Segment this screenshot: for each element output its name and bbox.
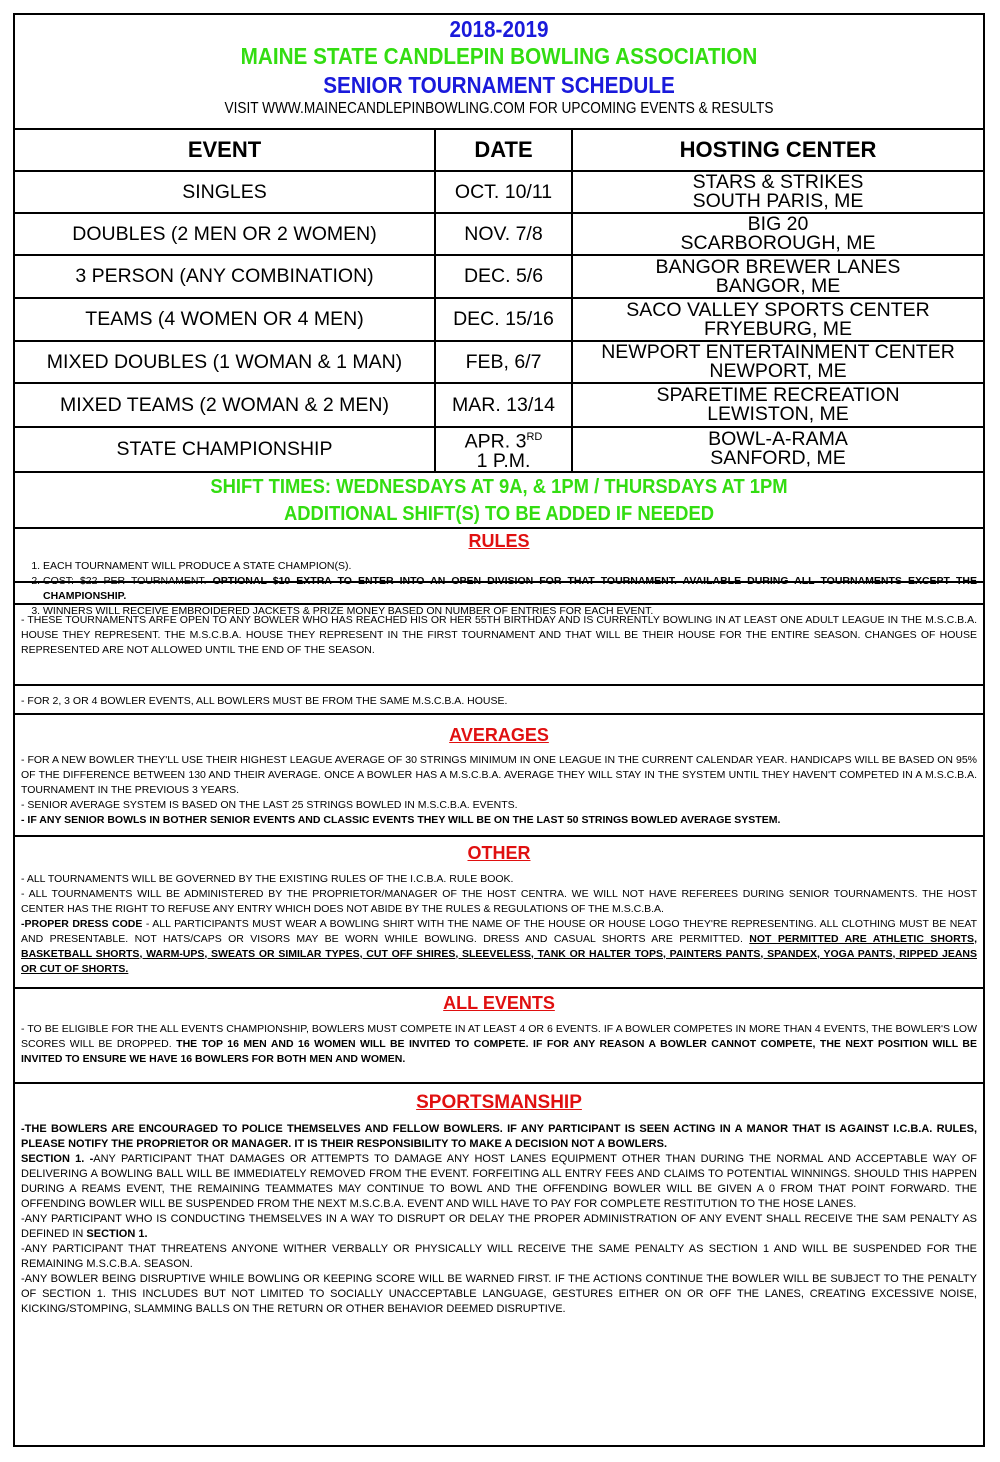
- center-city: SCARBOROUGH, ME: [680, 232, 876, 254]
- association-name: MAINE STATE CANDLEPIN BOWLING ASSOCIATION: [240, 43, 758, 69]
- table-header-row: [15, 130, 983, 171]
- section-1-label: SECTION 1. -: [21, 1152, 94, 1165]
- event-cell: 3 PERSON (ANY COMBINATION): [15, 255, 435, 298]
- document-title: SENIOR TOURNAMENT SCHEDULE: [323, 72, 675, 98]
- section-1-text: ANY PARTICIPANT THAT DAMAGES OR ATTEMPTS TO DAMAGE ANY HOST LANES EQUIPMENT OTHER THAN DURING THE NORMAL AND ACCEPTABLE WAY OF DELIVERING A BOWLING BALL WILL BE IMMEDIATELY REMOVED FROM THE EVENT. FORFEITING ALL ENTRY FEES AND CLAIMS TO POTENTIAL WINNINGS. SHOULD THIS HAPPEN DURING A REAMS EVENT, THE REMAINING TEAMMATES MAY CONTINUE TO BOWL AND THE OFFENDING BOWLER WILL BE GIVEN A 0 FROM THAT POINT FORWARD. THE OFFENDING BOWLER WILL BE SUSPENDED FROM THE NEXT M.S.C.B.A. EVENT AND WILL HAVE TO PAY FOR COMPLETE RESTITUTION TO THE HOSE LANES.: [21, 1152, 977, 1210]
- other-paragraph: - ALL TOURNAMENTS WILL BE ADMINISTERED BY THE PROPRIETOR/MANAGER OF THE HOST CENTRA. WE WILL NOT HAVE REFEREES DURING SENIOR TOURNAMENTS. THE HOST CENTER HAS THE RIGHT TO REFUSE ANY ENTRY WHICH DOES NOT ABIDE BY THE RULES & REGULATIONS OF THE M.S.C.B.A.: [21, 887, 977, 915]
- table-row: [15, 213, 983, 255]
- center-name: NEWPORT ENTERTAINMENT CENTER: [601, 341, 955, 363]
- sportsmanship-paragraph: -THE BOWLERS ARE ENCOURAGED TO POLICE THEMSELVES AND FELLOW BOWLERS. IF ANY PARTICIPANT IS SEEN ACTING IN A MANOR THAT IS AGAINST I.C.B.A. RULES, PLEASE NOTIFY THE PROPRIETOR OR MANAGER. IT IS THEIR RESPONSIBILITY TO MAKE A DECISION NOT A BOWLERS.: [21, 1122, 977, 1150]
- averages-heading: AVERAGES: [449, 724, 549, 745]
- date-text: APR. 3: [464, 430, 527, 453]
- center-name: STARS & STRIKES: [692, 171, 864, 193]
- disrupt-text: -ANY PARTICIPANT WHO IS CONDUCTING THEMSELVES IN A WAY TO DISRUPT OR DELAY THE PROPER ADMINISTRATION OF ANY EVENT SHALL RECEIVE THE SAM PENALTY AS DEFINED IN: [21, 1212, 977, 1240]
- center-cell: [572, 427, 983, 472]
- center-name: BIG 20: [747, 213, 809, 235]
- date-cell: FEB, 6/7: [435, 341, 572, 383]
- center-name: BOWL-A-RAMA: [708, 428, 848, 451]
- sportsmanship-paragraph: [21, 1152, 977, 1212]
- other-heading: OTHER: [467, 842, 531, 863]
- other-text: [15, 864, 983, 977]
- table-row: [15, 383, 983, 427]
- center-cell: [572, 341, 983, 383]
- rule-item: 3. WINNERS WILL RECEIVE EMBROIDERED JACKETS & PRIZE MONEY BASED ON NUMBER OF ENTRIES FOR EACH EVENT.: [43, 604, 977, 619]
- center-cell: [572, 255, 983, 298]
- center-cell: [572, 213, 983, 255]
- event-cell: TEAMS (4 WOMEN OR 4 MEN): [15, 298, 435, 341]
- all-events-eligibility: - TO BE ELIGIBLE FOR THE ALL EVENTS CHAMPIONSHIP, BOWLERS MUST COMPETE IN AT LEAST 4 OR 6 EVENTS. IF A BOWLER COMPETES IN MORE THAN 4 EVENTS, THE BOWLER'S LOW SCORES WILL BE DROPPED.: [21, 1022, 977, 1050]
- center-city: FRYEBURG, ME: [703, 317, 853, 340]
- column-header-date: DATE: [435, 130, 572, 171]
- rule-cost: COST: $22 PER TOURNAMENT.: [43, 574, 213, 587]
- date-cell: OCT. 10/11: [435, 171, 572, 213]
- dress-code-label: -PROPER DRESS CODE: [21, 917, 143, 930]
- same-house-section: [15, 686, 983, 715]
- center-city: SOUTH PARIS, ME: [692, 190, 864, 212]
- center-name: BANGOR BREWER LANES: [655, 255, 901, 278]
- all-events-invite: THE TOP 16 MEN AND 16 WOMEN WILL BE INVITED TO COMPETE. IF FOR ANY REASON A BOWLER CANNOT COMPETE, THE NEXT POSITION WILL BE INVITED TO ENSURE WE HAVE 16 BOWLERS FOR BOTH MEN AND WOMEN.: [21, 1037, 977, 1065]
- center-city: LEWISTON, ME: [707, 403, 849, 425]
- center-cell: [572, 298, 983, 341]
- all-events-section: [15, 989, 983, 1084]
- table-row: [15, 171, 983, 213]
- sportsmanship-paragraph: -ANY BOWLER BEING DISRUPTIVE WHILE BOWLING OR KEEPING SCORE WILL BE WARNED FIRST. IF THE ACTIONS CONTINUE THE BOWLER WILL BE SUBJECT TO THE PENALTY OF SECTION 1. THIS INCLUDES BUT NOT LIMITED TO SOCIALLY UNACCEPTABLE LANGUAGE, GESTURES EITHER ON OR OFF THE LANES, CREATING EXCESSIVE NOISE, KICKING/STOMPING, SLAMMING BALLS ON THE RETURN OR OTHER BEHAVIOR DEEMED DISRUPTIVE.: [21, 1272, 977, 1315]
- date-cell: MAR. 13/14: [435, 383, 572, 427]
- season-year: 2018-2019: [449, 16, 549, 42]
- other-section: [15, 837, 983, 989]
- rules-section: [15, 529, 983, 617]
- event-cell: SINGLES: [15, 171, 435, 213]
- averages-paragraph: - IF ANY SENIOR BOWLS IN BOTHER SENIOR EVENTS AND CLASSIC EVENTS THEY WILL BE ON THE LAST 50 STRINGS BOWLED AVERAGE SYSTEM.: [21, 813, 781, 826]
- event-cell: MIXED DOUBLES (1 WOMAN & 1 MAN): [15, 341, 435, 383]
- rule-item: 1. EACH TOURNAMENT WILL PRODUCE A STATE CHAMPION(S).: [43, 559, 977, 574]
- header: [15, 15, 983, 130]
- date-cell: [435, 427, 572, 472]
- date-cell: DEC. 15/16: [435, 298, 572, 341]
- event-cell: MIXED TEAMS (2 WOMAN & 2 MEN): [15, 383, 435, 427]
- eligibility-text: [15, 605, 983, 658]
- column-header-event: EVENT: [15, 130, 435, 171]
- center-city: SANFORD, ME: [710, 447, 846, 470]
- all-events-text: [15, 1014, 983, 1067]
- date-cell: NOV. 7/8: [435, 213, 572, 255]
- dress-code-not-permitted: NOT PERMITTED ARE ATHLETIC SHORTS, BASKETBALL SHORTS, WARM-UPS, SWEATS OR SIMILAR TYPES, CUT OFF SHIRES, SLEEVELESS, TANK OR HALTER TOPS, PAINTERS PANTS, SPANDEX, YOGA PANTS, RIPPED JEANS OR CUT OF SHORTS.: [21, 932, 977, 975]
- averages-paragraph: - FOR A NEW BOWLER THEY'LL USE THEIR HIGHEST LEAGUE AVERAGE OF 30 STRINGS MINIMUM IN ONE LEAGUE IN THE CURRENT CALENDAR YEAR. HANDICAPS WILL BE BASED ON 95% OF THE DIFFERENCE BETWEEN 130 AND THEIR AVERAGE. ONCE A BOWLER HAS A M.S.C.B.A. AVERAGE THEY WILL STAY IN THE SYSTEM UNTIL THEY HAVEN'T COMPETED IN A M.S.C.B.A. TOURNAMENT IN THE PREVIOUS 3 YEARS.: [21, 753, 977, 796]
- sportsmanship-heading: SPORTSMANSHIP: [416, 1091, 582, 1113]
- other-paragraph: - ALL TOURNAMENTS WILL BE GOVERNED BY THE EXISTING RULES OF THE I.C.B.A. RULE BOOK.: [21, 872, 514, 885]
- all-events-heading: ALL EVENTS: [443, 992, 555, 1013]
- center-city: NEWPORT, ME: [709, 360, 847, 382]
- table-row: [15, 341, 983, 383]
- column-header-center: HOSTING CENTER: [572, 130, 983, 171]
- center-cell: [572, 171, 983, 213]
- eligibility-paragraph: - THESE TOURNAMENTS ARFE OPEN TO ANY BOWLER WHO HAS REACHED HIS OR HER 55TH BIRTHDAY AND IS CURRENTLY BOWLING IN AT LEAST ONE ADULT LEAGUE IN THE M.S.C.B.A. HOUSE THEY REPRESENT. THE M.S.C.B.A. HOUSE THEY REPRESENT IN THE FIRST TOURNAMENT AND THAT WILL BE THEIR HOUSE FOR THE ENTIRE SEASON. CHANGES OF HOUSE REPRESENTED ARE NOT ALLOWED UNTIL THE END OF THE SEASON.: [21, 613, 977, 656]
- all-events-paragraph: [21, 1022, 977, 1067]
- center-name: SACO VALLEY SPORTS CENTER: [626, 298, 930, 321]
- same-house-paragraph: - FOR 2, 3 OR 4 BOWLER EVENTS, ALL BOWLERS MUST BE FROM THE SAME M.S.C.B.A. HOUSE.: [21, 694, 508, 707]
- sportsmanship-paragraph: -ANY PARTICIPANT THAT THREATENS ANYONE WITHER VERBALLY OR PHYSICALLY WILL RECEIVE THE SAME PENALTY AS SECTION 1 AND WILL BE SUSPENDED FOR THE REMAINING M.S.C.B.A. SEASON.: [21, 1242, 977, 1270]
- rule-item: [43, 574, 977, 604]
- averages-section: [15, 715, 983, 837]
- date-ordinal: RD: [526, 431, 543, 443]
- date-cell: DEC. 5/6: [435, 255, 572, 298]
- event-cell: DOUBLES (2 MEN OR 2 WOMEN): [15, 213, 435, 255]
- averages-paragraph: - SENIOR AVERAGE SYSTEM IS BASED ON THE LAST 25 STRINGS BOWLED IN M.S.C.B.A. EVENTS.: [21, 798, 518, 811]
- shift-times-line: SHIFT TIMES: WEDNESDAYS AT 9A, & 1PM / THURSDAYS AT 1PM: [210, 475, 788, 498]
- table-row: [15, 427, 983, 472]
- date-time: 1 P.M.: [476, 449, 531, 472]
- table-row: [15, 255, 983, 298]
- other-paragraph: [21, 917, 977, 977]
- event-cell: STATE CHAMPIONSHIP: [15, 427, 435, 472]
- schedule-page: [13, 13, 985, 1447]
- schedule-table: [15, 130, 983, 473]
- shift-times: [15, 473, 983, 529]
- sportsmanship-paragraph: [21, 1212, 977, 1242]
- additional-shift-line: ADDITIONAL SHIFT(S) TO BE ADDED IF NEEDED: [283, 502, 715, 525]
- sportsmanship-section: [15, 1084, 983, 1317]
- sportsmanship-text: [15, 1114, 983, 1317]
- dress-code-text: - ALL PARTICIPANTS MUST WEAR A BOWLING SHIRT WITH THE NAME OF THE HOUSE OR HOUSE LOGO THEY'RE REPRESENTING. ALL CLOTHING MUST BE NEAT AND PRESENTABLE. NOT HATS/CAPS OR VISORS MAY BE WORN WHILE BOWLING. DRESS AND CASUAL SHORTS ARE PERMITTED.: [21, 917, 977, 945]
- center-name: SPARETIME RECREATION: [656, 384, 900, 406]
- section-1-reference: SECTION 1.: [86, 1227, 148, 1240]
- center-city: BANGOR, ME: [715, 274, 841, 297]
- eligibility-section: [15, 603, 983, 686]
- website-note: VISIT WWW.MAINECANDLEPINBOWLING.COM FOR UPCOMING EVENTS & RESULTS: [224, 100, 774, 117]
- rules-heading: RULES: [468, 530, 530, 551]
- same-house-text: [15, 686, 983, 709]
- table-row: [15, 298, 983, 341]
- center-cell: [572, 383, 983, 427]
- rule-open-division: OPTIONAL $10 EXTRA TO ENTER INTO AN OPEN DIVISION FOR THAT TOURNAMENT. AVAILABLE DURING ALL TOURNAMENTS EXCEPT THE CHAMPIONSHIP.: [43, 574, 978, 602]
- averages-text: [15, 746, 983, 828]
